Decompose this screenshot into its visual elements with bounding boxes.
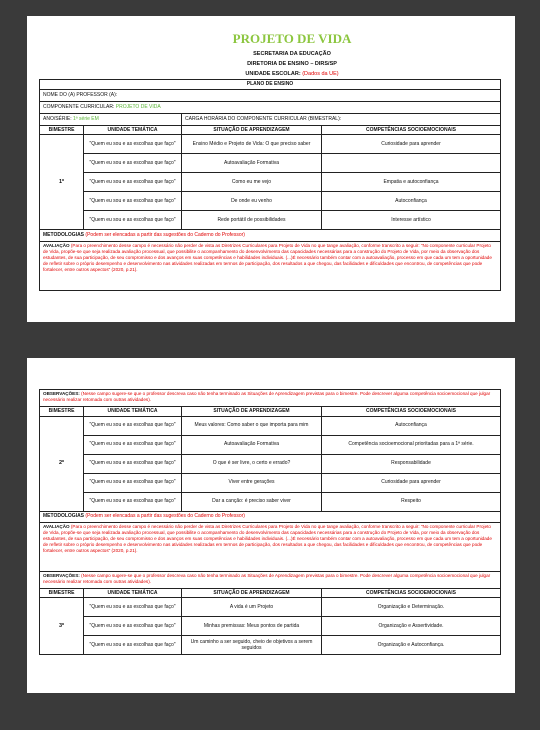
col-bimestre: BIMESTRE <box>40 125 84 135</box>
componente-value: PROJETO DE VIDA <box>115 103 161 110</box>
competencia-cell: Autoconfiança <box>322 416 501 435</box>
metodologias-text: (Podem ser elencadas a partir das sugestões do Caderno do Professor) <box>85 513 245 520</box>
carga-field: CARGA HORÁRIA DO COMPONENTE CURRICULAR (BIMESTRAL): <box>182 113 501 125</box>
situacao-cell: Autoavaliação Formativa <box>182 154 322 173</box>
observacoes-label: OBSERVAÇÕES: <box>43 391 80 396</box>
plano-table-wrap-1 <box>39 79 501 291</box>
professor-field: NOME DO (A) PROFESSOR (A): <box>40 89 501 101</box>
document-page-2 <box>27 358 515 693</box>
unidade-cell: "Quem eu sou e as escolhas que faço" <box>84 636 182 655</box>
competencia-cell: Respeito <box>322 492 501 511</box>
avaliacao-label: AVALIAÇÃO <box>43 243 70 248</box>
competencia-cell: Organização e Assertividade. <box>322 617 501 636</box>
situacao-cell: De onde eu venho <box>182 192 322 211</box>
situacao-cell: O que é ser livre, o certo e errado? <box>182 454 322 473</box>
observacoes-text: (Nesse campo sugere-se que o professor descreva caso não tenha terminado as Situações de Aprendizagem previstas para o bimestre. Pode descrever alguma competência socioemocional que julgar necessário realizar retomada com outras atividades). <box>43 572 491 584</box>
avaliacao-field <box>40 522 501 571</box>
col-situacao: SITUAÇÃO DE APRENDIZAGEM <box>182 125 322 135</box>
unidade-cell: "Quem eu sou e as escolhas que faço" <box>84 435 182 454</box>
competencia-cell: Organização e Autoconfiança. <box>322 636 501 655</box>
unidade-cell: "Quem eu sou e as escolhas que faço" <box>84 135 182 154</box>
unidade-label: UNIDADE ESCOLAR: <box>245 71 301 77</box>
bimestre-label: 2º <box>40 416 84 511</box>
observacoes-text: (Nesse campo sugere-se que o professor descreva caso não tenha terminado as Situações de Aprendizagem previstas para o bimestre. Pode descrever alguma competência socioemocional que julgar necessário realizar retomada com outras atividades). <box>43 391 491 402</box>
document-page-1 <box>27 16 515 322</box>
metodologias-text: (Podem ser elencadas a partir das sugestões do Caderno do Professor) <box>85 232 245 239</box>
page-1-content <box>67 16 517 79</box>
bimestre-label: 3º <box>40 598 84 655</box>
avaliacao-label: AVALIAÇÃO <box>43 523 70 529</box>
metodologias-field <box>40 230 501 242</box>
unidade-cell: "Quem eu sou e as escolhas que faço" <box>84 154 182 173</box>
col-unidade: UNIDADE TEMÁTICA <box>84 125 182 135</box>
plano-table-wrap-2 <box>39 389 501 655</box>
col-competencias: COMPETÊNCIAS SOCIOEMOCIONAIS <box>322 588 501 598</box>
table-row <box>40 598 501 617</box>
situacao-cell: A vida é um Projeto <box>182 598 322 617</box>
header-unidade <box>67 69 517 79</box>
table-row <box>40 154 501 173</box>
competencia-cell: Empatia e autoconfiança <box>322 173 501 192</box>
observacoes-field <box>40 390 501 407</box>
situacao-cell: Meus valores: Como saber o que importa para mim <box>182 416 322 435</box>
table-row <box>40 192 501 211</box>
unidade-cell: "Quem eu sou e as escolhas que faço" <box>84 192 182 211</box>
metodologias-label: METODOLOGIAS <box>43 232 85 239</box>
situacao-cell: Viver entre gerações <box>182 473 322 492</box>
table-row <box>40 173 501 192</box>
table-row <box>40 211 501 230</box>
bimestre-label: 1º <box>40 135 84 230</box>
competencia-cell <box>322 154 501 173</box>
situacao-cell: Autoavaliação Formativa <box>182 435 322 454</box>
situacao-cell: Dar a canção: é preciso saber viver <box>182 492 322 511</box>
situacao-cell: Como eu me vejo <box>182 173 322 192</box>
competencia-cell: Autoconfiança <box>322 192 501 211</box>
table-row <box>40 473 501 492</box>
componente-field <box>40 101 501 113</box>
header-secretaria: SECRETARIA DA EDUCAÇÃO <box>253 51 331 57</box>
competencia-cell: Curiosidade para aprender <box>322 135 501 154</box>
unidade-cell: "Quem eu sou e as escolhas que faço" <box>84 211 182 230</box>
col-bimestre: BIMESTRE <box>40 407 84 417</box>
unidade-cell: "Quem eu sou e as escolhas que faço" <box>84 617 182 636</box>
col-situacao: SITUAÇÃO DE APRENDIZAGEM <box>182 588 322 598</box>
table-row <box>40 636 501 655</box>
table-row <box>40 454 501 473</box>
unidade-cell: "Quem eu sou e as escolhas que faço" <box>84 416 182 435</box>
metodologias-label: METODOLOGIAS <box>43 513 85 520</box>
competencia-cell: Competência socioemocional prioritadas para a 1ª série. <box>322 435 501 454</box>
unidade-cell: "Quem eu sou e as escolhas que faço" <box>84 492 182 511</box>
competencia-cell: Interesse artístico <box>322 211 501 230</box>
avaliacao-field <box>40 242 501 291</box>
table-row <box>40 416 501 435</box>
componente-label: COMPONENTE CURRICULAR: <box>43 103 115 110</box>
unidade-value: (Dados da UE) <box>302 71 339 77</box>
ano-label: ANO/SÉRIE: <box>43 115 72 122</box>
avaliacao-text: (Para o preenchimento desse campo é necessário não perder de vista as Diretrizes Curriculares para Projeto de Vida no que tange avaliação, conforme transcrito a seguir: "No componente curricular Projeto de Vida, propõe-se que seja realizada avaliação processual, que possibilite o acompanhamento do desenvolvimento das capacidades necessárias para a construção do Projeto de Vida, por meio da observação dos estudantes, de sua participação, de seu compromisso e dos avanços em suas competências e habilidades individuais. (...)É necessário também contar com a autoavaliação, processo em que cada um tem a oportunidade de refletir sobre o próprio desempenho e desenvolvimento nas atividades realizadas em termos de participação, dos resultados a que chegou, das facilidades e dificuldades que encontrou, de competências que pode fortalecer, entre outros aspectos" (2020, p.21). <box>43 243 492 272</box>
unidade-cell: "Quem eu sou e as escolhas que faço" <box>84 598 182 617</box>
plano-table-1 <box>39 79 501 291</box>
situacao-cell: Rede portátil de possibilidades <box>182 211 322 230</box>
situacao-cell: Ensino Médio e Projeto de Vida: O que preciso saber <box>182 135 322 154</box>
observacoes-field <box>40 571 501 588</box>
unidade-cell: "Quem eu sou e as escolhas que faço" <box>84 173 182 192</box>
plano-title: PLANO DE ENSINO <box>40 80 501 90</box>
table-row <box>40 492 501 511</box>
metodologias-field <box>40 511 501 522</box>
table-row <box>40 617 501 636</box>
plano-table-2 <box>39 389 501 655</box>
competencia-cell: Responsabilidade <box>322 454 501 473</box>
ano-field <box>40 113 182 125</box>
unidade-cell: "Quem eu sou e as escolhas que faço" <box>84 454 182 473</box>
col-bimestre: BIMESTRE <box>40 588 84 598</box>
col-situacao: SITUAÇÃO DE APRENDIZAGEM <box>182 407 322 417</box>
document-title: PROJETO DE VIDA <box>232 31 352 46</box>
col-unidade: UNIDADE TEMÁTICA <box>84 407 182 417</box>
col-unidade: UNIDADE TEMÁTICA <box>84 588 182 598</box>
competencia-cell: Organização e Determinação. <box>322 598 501 617</box>
avaliacao-text: (Para o preenchimento desse campo é necessário não perder de vista as Diretrizes Curriculares para Projeto de Vida no que tange avaliação, conforme transcrito a seguir: "No componente curricular Projeto de Vida, propõe-se que seja realizada avaliação processual, que possibilite o acompanhamento do desenvolvimento das capacidades necessárias para a construção do Projeto de Vida, por meio da observação dos estudantes, de sua participação, de seu compromisso e dos avanços em suas competências e habilidades individuais. (...)É necessário também contar com a autoavaliação, processo em que cada um tem a oportunidade de refletir sobre o próprio desempenho e desenvolvimento nas atividades realizadas em termos de participação, dos resultados a que chegou, das facilidades e dificuldades que encontrou, de competências que pode fortalecer, entre outros aspectos" (2020, p.21). <box>43 523 492 553</box>
competencia-cell: Curiosidade para aprender <box>322 473 501 492</box>
observacoes-label: OBSERVAÇÕES: <box>43 572 80 578</box>
situacao-cell: Um caminho a ser seguido, cheio de objetivos a serem seguidos <box>182 636 322 655</box>
table-row <box>40 435 501 454</box>
header-diretoria: DIRETORIA DE ENSINO – DIRS/SP <box>247 61 337 67</box>
unidade-cell: "Quem eu sou e as escolhas que faço" <box>84 473 182 492</box>
situacao-cell: Minhas premissas: Meus pontos de partida <box>182 617 322 636</box>
ano-value: 1ª série EM <box>73 115 99 122</box>
table-row <box>40 135 501 154</box>
col-competencias: COMPETÊNCIAS SOCIOEMOCIONAIS <box>322 125 501 135</box>
col-competencias: COMPETÊNCIAS SOCIOEMOCIONAIS <box>322 407 501 417</box>
